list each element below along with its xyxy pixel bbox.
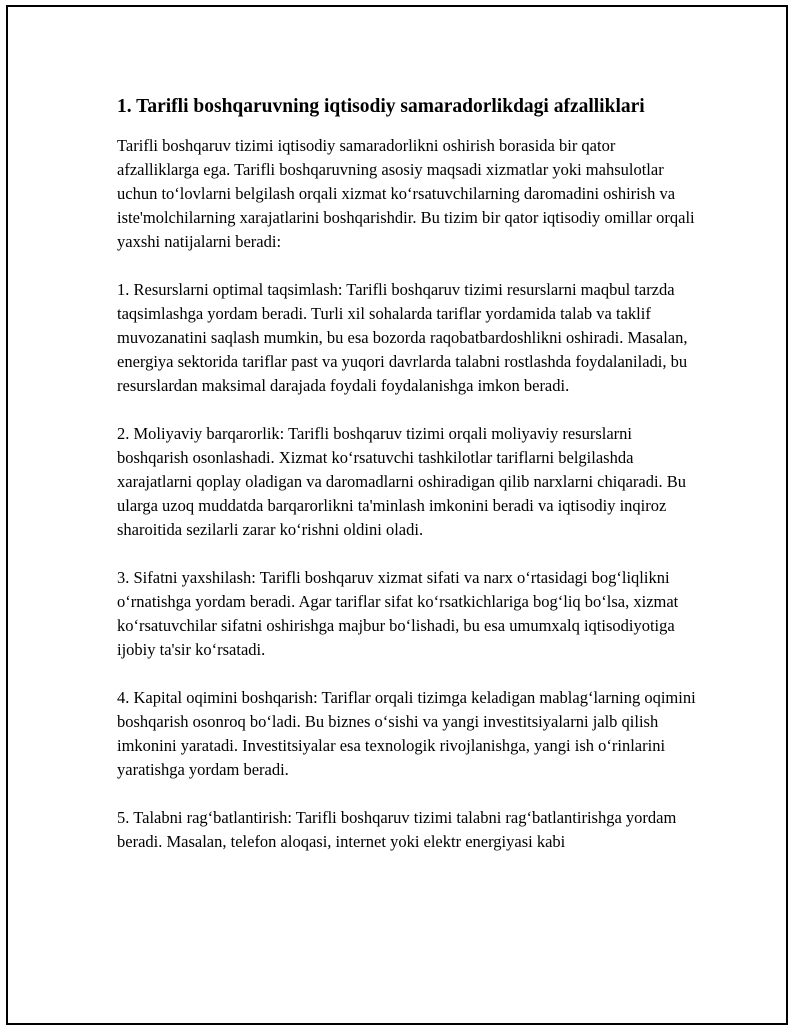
document-title: 1. Tarifli boshqaruvning iqtisodiy samaradorlikdagi afzalliklari bbox=[117, 96, 645, 117]
paragraph-financial-stability: 2. Moliyaviy barqarorlik: Tarifli boshqaruv tizimi orqali moliyaviy resurslarni boshqarish osonlashadi. Xizmat ko‘rsatuvchi tashkilotlar tariflarni belgilashda xarajatlarni qoplay oladigan va daromadlarni oshiradigan qilib narxlarni chiqaradi. Bu ularga uzoq muddatda barqarorlikni ta'minlash imkonini beradi va iqtisodiy inqiroz sharoitida sezilarli zarar ko‘rishni oldini oladi. bbox=[117, 424, 687, 539]
paragraph-capital-flow: 4. Kapital oqimini boshqarish: Tariflar orqali tizimga keladigan mablag‘larning oqimini boshqarish osonroq bo‘ladi. Bu biznes o‘sishi va yangi investitsiyalarni jalb qilish imkonini yaratadi. Investitsiyalar esa texnologik rivojlanishga, yangi ish o‘rinlarini yaratishga yordam beradi. bbox=[117, 688, 696, 779]
paragraph-demand-stimulation: 5. Talabni rag‘batlantirish: Tarifli boshqaruv tizimi talabni rag‘batlantirishga yordam beradi. Masalan, telefon aloqasi, internet yoki elektr energiyasi kabi bbox=[117, 808, 677, 851]
paragraph-resource-allocation: 1. Resurslarni optimal taqsimlash: Tarifli boshqaruv tizimi resurslarni maqbul tarzda taqsimlashga yordam beradi. Turli xil sohalarda tariflar yordamida talab va taklif muvozanatini saqlash mumkin, bu esa bozorda raqobatbardoshlikni oshiradi. Masalan, energiya sektorida tariflar past va yuqori davrlarda talabni rostlashda foydalaniladi, bu resurslardan maksimal darajada foydali foydalanishga imkon beradi. bbox=[117, 280, 688, 395]
paragraph-quality-improvement: 3. Sifatni yaxshilash: Tarifli boshqaruv xizmat sifati va narx o‘rtasidagi bog‘liqlikni o‘rnatishga yordam beradi. Agar tariflar sifat ko‘rsatkichlariga bog‘liq bo‘lsa, xizmat ko‘rsatuvchilar sifatni oshirishga majbur bo‘lishadi, bu esa umumxalq iqtisodiyotiga ijobiy ta'sir ko‘rsatadi. bbox=[117, 568, 679, 659]
document-body bbox=[117, 94, 697, 854]
intro-paragraph: Tarifli boshqaruv tizimi iqtisodiy samaradorlikni oshirish borasida bir qator afzalliklarga ega. Tarifli boshqaruvning asosiy maqsadi xizmatlar yoki mahsulotlar uchun to‘lovlarni belgilash orqali xizmat ko‘rsatuvchilarning daromadini oshirish va iste'molchilarning xarajatlarini boshqarishdir. Bu tizim bir qator iqtisodiy omillar orqali yaxshi natijalarni beradi: bbox=[117, 136, 695, 251]
